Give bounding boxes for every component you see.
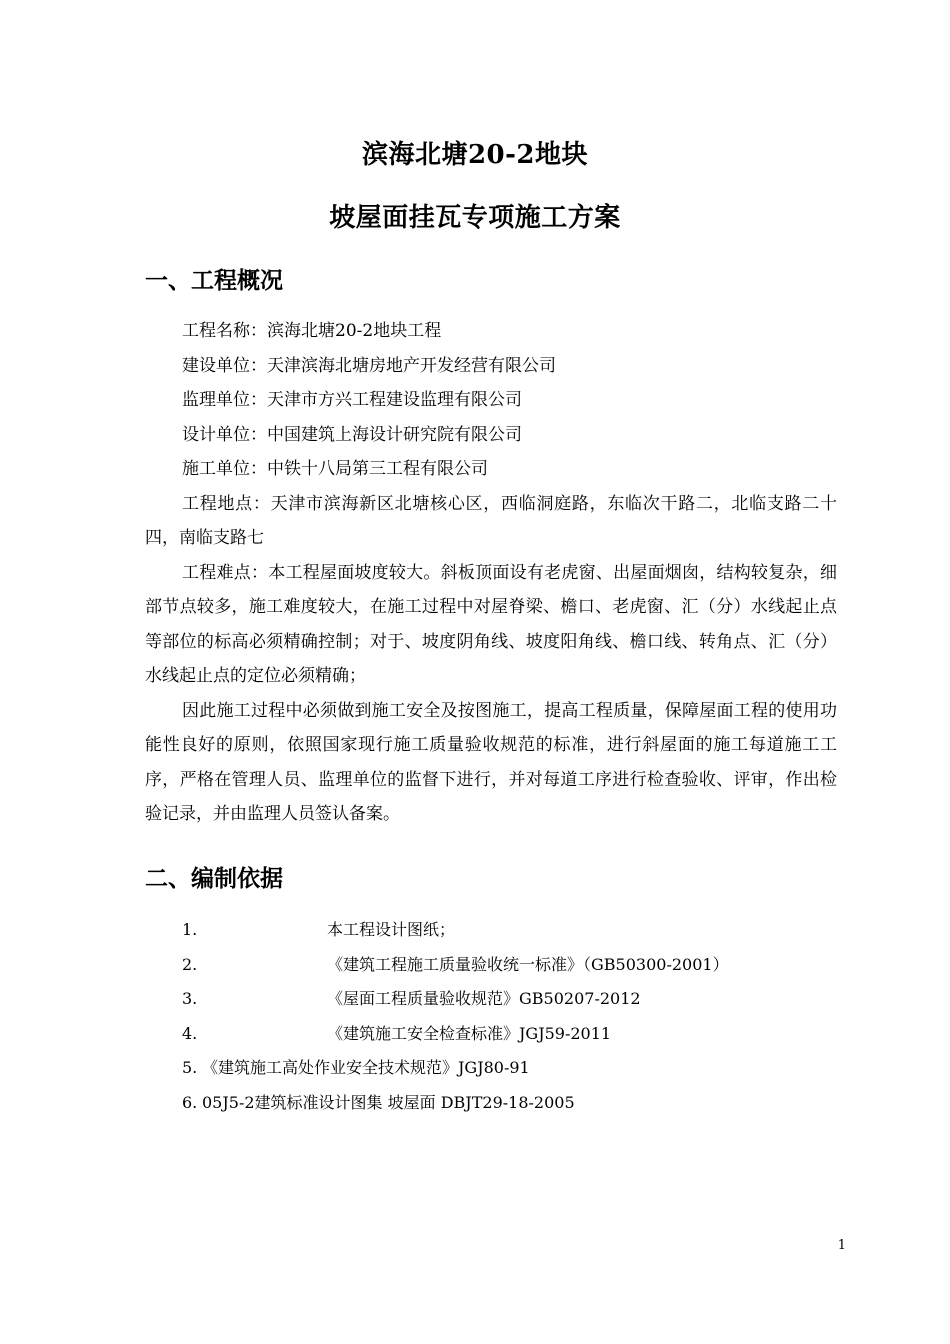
- info-label: 监理单位：: [182, 390, 267, 410]
- info-label: 建设单位：: [182, 355, 267, 376]
- list-item-number: 1.: [182, 920, 198, 939]
- list-item: [182, 948, 842, 983]
- measures-paragraph: 因此施工过程中必须做到施工安全及按图施工，提高工程质量，保障屋面工程的使用功能性良好的原则，依照国家现行施工质量验收规范的标准，进行斜屋面的施工每道施工工序，严格在管理人员、监理单位的监督下进行，并对每道工序进行检查验收、评审，作出检验记录，并由监理人员签认备案。: [145, 700, 837, 824]
- list-item: [182, 913, 842, 948]
- info-line-developer: [145, 349, 837, 384]
- info-line-supervisor: [145, 383, 837, 418]
- document-subtitle: 坡屋面挂瓦专项施工方案: [329, 203, 621, 233]
- list-item-number: 3.: [182, 989, 198, 1008]
- info-line-contractor: [145, 452, 837, 487]
- location-paragraph: 工程地点：天津市滨海新区北塘核心区，西临洞庭路，东临次干路二，北临支路二十四，南临支路七: [145, 493, 837, 548]
- info-value: 天津市方兴工程建设监理有限公司: [267, 390, 522, 410]
- page-number: 1: [837, 1238, 846, 1253]
- list-item-text: 《屋面工程质量验收规范》GB50207-2012: [327, 989, 641, 1008]
- list-item: [182, 1086, 842, 1121]
- list-item-text: 《建筑施工高处作业安全技术规范》JGJ80-91: [202, 1058, 530, 1077]
- info-value: 天津滨海北塘房地产开发经营有限公司: [267, 355, 556, 376]
- list-item-number: 6.: [182, 1092, 198, 1112]
- list-item: [182, 982, 842, 1017]
- info-line-designer: [145, 418, 837, 453]
- section-heading-overview: 一、工程概况: [145, 267, 283, 294]
- list-item-number: 4.: [182, 1023, 198, 1043]
- section-heading-basis: 二、编制依据: [145, 865, 283, 892]
- info-value: 中国建筑上海设计研究院有限公司: [267, 424, 522, 445]
- list-item-text: 05J5-2建筑标准设计图集 坡屋面 DBJT29-18-2005: [202, 1092, 575, 1112]
- info-value: 滨海北塘20-2地块工程: [267, 321, 442, 341]
- info-value: 中铁十八局第三工程有限公司: [267, 459, 488, 479]
- list-item-number: 2.: [182, 954, 198, 974]
- info-label: 工程名称：: [182, 321, 267, 341]
- info-line-project-name: [145, 314, 837, 349]
- list-item: [182, 1017, 842, 1052]
- difficulty-paragraph: 工程难点：本工程屋面坡度较大。斜板顶面设有老虎窗、出屋面烟囱，结构较复杂，细部节点较多，施工难度较大，在施工过程中对屋脊梁、檐口、老虎窗、汇（分）水线起止点等部位的标高必须精确控制；对于、坡度阴角线、坡度阳角线、檐口线、转角点、汇（分）水线起止点的定位必须精确；: [145, 562, 837, 686]
- document-title: 滨海北塘20-2地块: [361, 140, 589, 170]
- list-item: [182, 1051, 842, 1086]
- list-item-number: 5.: [182, 1058, 198, 1077]
- list-item-text: 《建筑施工安全检查标准》JGJ59-2011: [327, 1023, 612, 1043]
- list-item-text: 《建筑工程施工质量验收统一标准》（GB50300-2001）: [327, 954, 729, 974]
- reference-list: [182, 913, 842, 1120]
- list-item-text: 本工程设计图纸；: [327, 920, 456, 939]
- info-label: 施工单位：: [182, 459, 267, 479]
- info-label: 设计单位：: [182, 424, 267, 445]
- overview-section: [145, 314, 837, 832]
